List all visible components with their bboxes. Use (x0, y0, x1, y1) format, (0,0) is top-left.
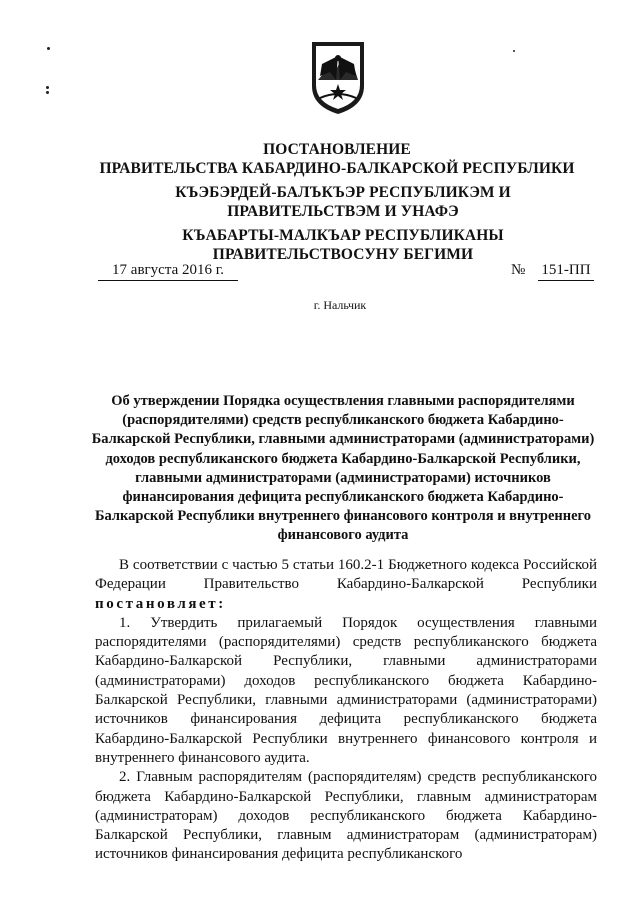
balkar-heading: КЪАБАРТЫ-МАЛКЪАР РЕСПУБЛИКАНЫ ПРАВИТЕЛЬСТВОСУНУ БЕГИМИ (182, 227, 504, 263)
kabardian-heading: КЪЭБЭРДЕЙ-БАЛЪКЪЭР РЕСПУБЛИКЭМ И ПРАВИТЕЛЬСТВЭМ И УНАФЭ (175, 184, 511, 220)
number-sign: № (511, 262, 526, 278)
coat-of-arms-icon (310, 40, 366, 116)
decree-word: постановляет: (95, 595, 226, 612)
city-label: г. Нальчик (313, 298, 367, 312)
decree-body (95, 556, 597, 865)
intro-paragraph (95, 556, 597, 614)
scan-speck (513, 50, 515, 52)
scan-speck (46, 86, 49, 89)
intro-text: В соответствии с частью 5 статьи 160.2-1 Бюджетного кодекса Российской Федерации Правительство Кабардино-Балкарской Республики (95, 557, 597, 593)
scan-speck (46, 91, 49, 94)
decree-title: Об утверждении Порядка осуществления главными распорядителями (распорядителями) средств республиканского бюджета Кабардино-Балкарской Республики, главными администраторами (администраторами) доходов республиканского бюджета Кабардино-Балкарской Республики, главными администраторами (администраторами) источников финансирования дефицита республиканского бюджета Кабардино-Балкарской Республики внутреннего финансового контроля и внутреннего финансового аудита (91, 393, 595, 544)
government-heading: ПРАВИТЕЛЬСТВА КАБАРДИНО-БАЛКАРСКОЙ РЕСПУБЛИКИ (99, 160, 575, 177)
paragraph-1: 1. Утвердить прилагаемый Порядок осуществления главными распорядителями (распорядителями) средств республиканского бюджета Кабардино-Балкарской Республики, главными администраторами (администраторами) доходов республиканского бюджета Кабардино-Балкарской Республики, главными администраторами (администраторами) источников финансирования дефицита республиканского бюджета Кабардино-Балкарской Республики внутреннего финансового контроля и внутреннего финансового аудита. (95, 614, 597, 766)
decree-date: 17 августа 2016 г. (98, 262, 238, 281)
paragraph-2: 2. Главным распорядителям (распорядителям) средств республиканского бюджета Кабардино-Балкарской Республики, главным администраторам (администраторам) доходов республиканского бюджета Кабардино-Балкарской Республики, главным администраторам (администраторам) источников финансирования дефицита республиканского (95, 769, 597, 863)
scan-speck (47, 47, 50, 50)
decree-number: 151-ПП (538, 262, 594, 281)
doc-type-heading: ПОСТАНОВЛЕНИЕ (263, 141, 411, 158)
